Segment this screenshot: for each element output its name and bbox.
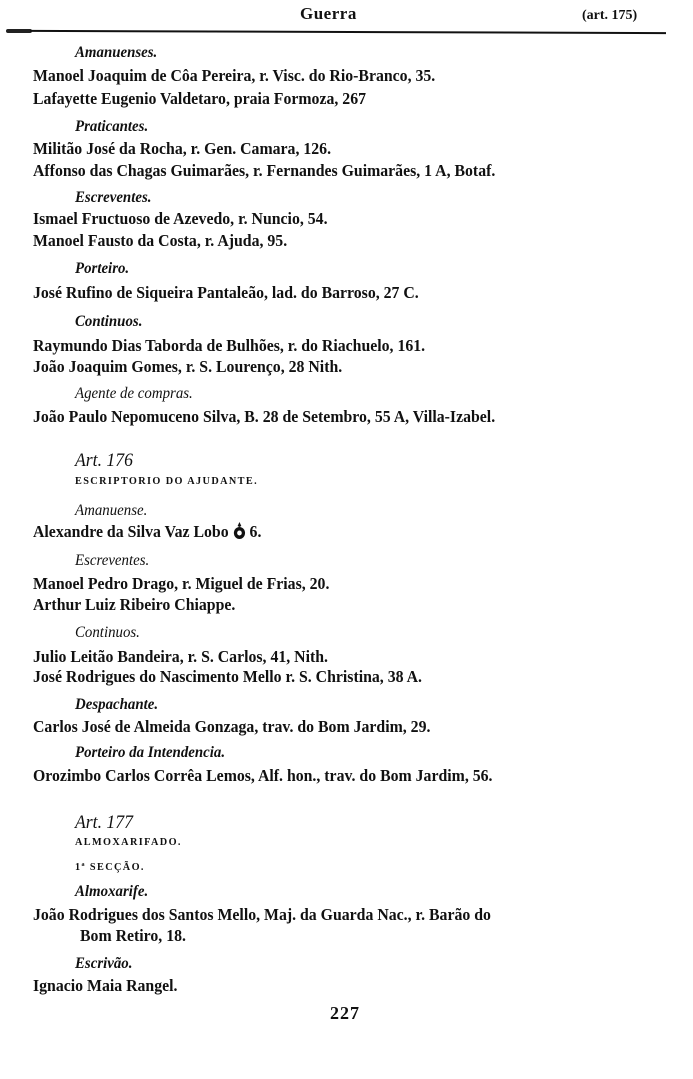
article-subtitle: 1ª SECÇÃO. [75, 861, 145, 873]
section-heading: Continuos. [75, 313, 143, 330]
personnel-entry: João Joaquim Gomes, r. S. Lourenço, 28 Nith. [33, 357, 343, 376]
personnel-entry: Orozimbo Carlos Corrêa Lemos, Alf. hon., trav. do Bom Jardim, 56. [33, 766, 493, 785]
header-ornament [6, 29, 32, 33]
section-heading: Praticantes. [75, 118, 149, 135]
personnel-entry: Ignacio Maia Rangel. [33, 976, 178, 995]
order-insignia-icon [233, 522, 246, 540]
entry-name: Alexandre da Silva Vaz Lobo [33, 522, 229, 541]
running-header-title: Guerra [300, 4, 357, 23]
personnel-entry: José Rufino de Siqueira Pantaleão, lad. do Barroso, 27 C. [33, 283, 419, 302]
section-heading: Porteiro. [75, 260, 130, 277]
article-heading: Art. 177 [75, 812, 133, 833]
running-header-article: (art. 175) [582, 8, 638, 23]
entry-continuation: Bom Retiro, 18. [80, 926, 186, 945]
article-subtitle: ALMOXARIFADO. [75, 836, 182, 848]
section-heading: Porteiro da Intendencia. [75, 744, 226, 761]
section-heading: Amanuense. [75, 502, 148, 519]
personnel-entry: Julio Leitão Bandeira, r. S. Carlos, 41, Nith. [33, 647, 328, 666]
section-heading: Escrivão. [75, 955, 133, 972]
personnel-entry: Manoel Fausto da Costa, r. Ajuda, 95. [33, 231, 288, 250]
section-heading: Escreventes. [75, 552, 150, 569]
section-heading: Amanuenses. [75, 44, 158, 61]
header-rule [30, 30, 666, 34]
personnel-entry: Manoel Joaquim de Côa Pereira, r. Visc. do Rio-Branco, 35. [33, 66, 436, 85]
article-subtitle: ESCRIPTORIO DO AJUDANTE. [75, 475, 259, 487]
personnel-entry [33, 522, 261, 542]
personnel-entry: Raymundo Dias Taborda de Bulhões, r. do Riachuelo, 161. [33, 336, 426, 355]
personnel-entry: João Rodrigues dos Santos Mello, Maj. da Guarda Nac., r. Barão do [33, 905, 491, 924]
section-heading: Continuos. [75, 624, 140, 641]
personnel-entry: Arthur Luiz Ribeiro Chiappe. [33, 595, 236, 614]
personnel-entry: Ismael Fructuoso de Azevedo, r. Nuncio, 54. [33, 209, 328, 228]
personnel-entry: João Paulo Nepomuceno Silva, B. 28 de Setembro, 55 A, Villa-Izabel. [33, 407, 496, 426]
personnel-entry: Manoel Pedro Drago, r. Miguel de Frias, 20. [33, 574, 330, 593]
section-heading: Despachante. [75, 696, 159, 713]
page-number: 227 [330, 1003, 360, 1023]
personnel-entry: Carlos José de Almeida Gonzaga, trav. do Bom Jardim, 29. [33, 717, 431, 736]
section-heading: Escreventes. [75, 189, 152, 206]
personnel-entry: Militão José da Rocha, r. Gen. Camara, 126. [33, 139, 332, 158]
section-heading: Almoxarife. [75, 883, 149, 900]
personnel-entry: Lafayette Eugenio Valdetaro, praia Formoza, 267 [33, 89, 367, 108]
entry-suffix: 6. [249, 522, 262, 541]
personnel-entry: José Rodrigues do Nascimento Mello r. S. Christina, 38 A. [33, 667, 422, 686]
section-heading: Agente de compras. [75, 385, 193, 402]
article-heading: Art. 176 [75, 450, 133, 471]
personnel-entry: Affonso das Chagas Guimarães, r. Fernandes Guimarães, 1 A, Botaf. [33, 161, 496, 180]
